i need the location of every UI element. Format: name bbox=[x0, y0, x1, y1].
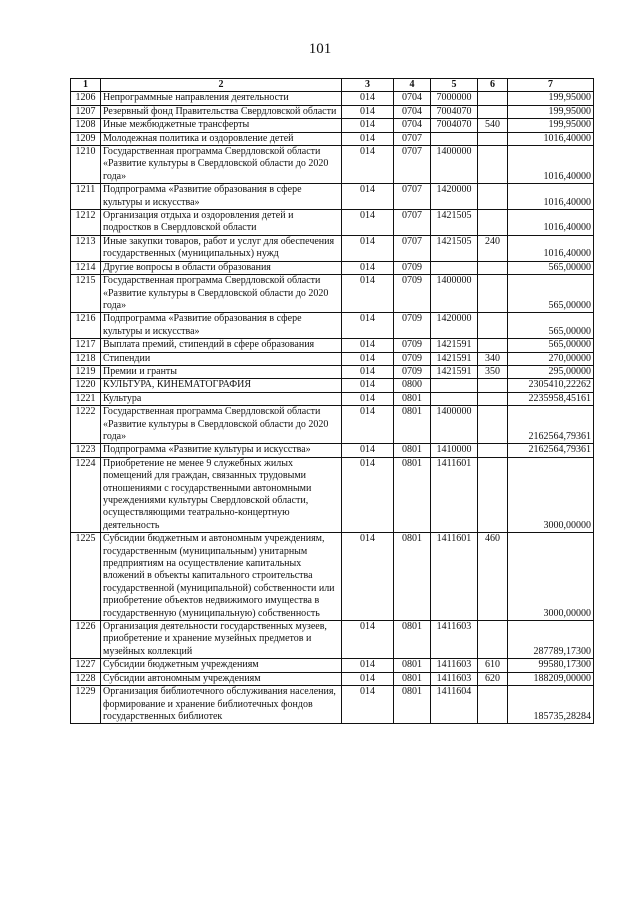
row-name: Организация библиотечного обслуживания населения, формирование и хранение библиотечных фондов государственных библиотек bbox=[101, 686, 342, 724]
table-row bbox=[71, 105, 594, 118]
row-col5: 1421505 bbox=[431, 210, 478, 236]
row-col5: 1420000 bbox=[431, 184, 478, 210]
row-col3: 014 bbox=[342, 444, 394, 457]
table-row bbox=[71, 146, 594, 184]
row-col5: 1411603 bbox=[431, 659, 478, 672]
row-col3: 014 bbox=[342, 339, 394, 352]
row-col5: 1411603 bbox=[431, 621, 478, 659]
col-header-4: 4 bbox=[394, 79, 431, 92]
row-amount: 199,95000 bbox=[508, 105, 594, 118]
row-amount: 287789,17300 bbox=[508, 621, 594, 659]
table-row bbox=[71, 365, 594, 378]
row-col3: 014 bbox=[342, 659, 394, 672]
row-number: 1217 bbox=[71, 339, 101, 352]
budget-table bbox=[70, 78, 594, 724]
row-col3: 014 bbox=[342, 184, 394, 210]
row-number: 1226 bbox=[71, 621, 101, 659]
row-col3: 014 bbox=[342, 686, 394, 724]
row-col3: 014 bbox=[342, 261, 394, 274]
row-name: Организация деятельности государственных музеев, приобретение и хранение музейных предметов и музейных коллекций bbox=[101, 621, 342, 659]
row-name: Подпрограмма «Развитие культуры и искусства» bbox=[101, 444, 342, 457]
row-col4: 0709 bbox=[394, 339, 431, 352]
row-col5: 7004070 bbox=[431, 119, 478, 132]
row-col5 bbox=[431, 261, 478, 274]
row-col4: 0800 bbox=[394, 379, 431, 392]
row-col3: 014 bbox=[342, 365, 394, 378]
table-row bbox=[71, 339, 594, 352]
row-amount: 2305410,22262 bbox=[508, 379, 594, 392]
row-number: 1206 bbox=[71, 92, 101, 105]
row-amount: 2162564,79361 bbox=[508, 406, 594, 444]
row-number: 1222 bbox=[71, 406, 101, 444]
row-col5: 1421505 bbox=[431, 235, 478, 261]
col-header-2: 2 bbox=[101, 79, 342, 92]
row-col6 bbox=[478, 184, 508, 210]
row-col5: 1420000 bbox=[431, 313, 478, 339]
row-amount: 1016,40000 bbox=[508, 210, 594, 236]
row-col6: 610 bbox=[478, 659, 508, 672]
row-name: Подпрограмма «Развитие образования в сфере культуры и искусства» bbox=[101, 313, 342, 339]
row-col6: 240 bbox=[478, 235, 508, 261]
row-col6 bbox=[478, 444, 508, 457]
row-col4: 0707 bbox=[394, 235, 431, 261]
row-col4: 0707 bbox=[394, 146, 431, 184]
row-col5: 1410000 bbox=[431, 444, 478, 457]
row-name: Субсидии бюджетным и автономным учреждениям, государственным (муниципальным) унитарным предприятиям на осуществление капитальных вложений в объекты капитального строительства государственной (муниципальной) собственности или приобретение объектов недвижимого имущества в государственную (муниципальную) собственность bbox=[101, 533, 342, 621]
row-col4: 0709 bbox=[394, 261, 431, 274]
row-col3: 014 bbox=[342, 235, 394, 261]
row-col6: 540 bbox=[478, 119, 508, 132]
row-col4: 0709 bbox=[394, 352, 431, 365]
col-header-1: 1 bbox=[71, 79, 101, 92]
table-row bbox=[71, 210, 594, 236]
table-row bbox=[71, 533, 594, 621]
table-row bbox=[71, 184, 594, 210]
table-row bbox=[71, 352, 594, 365]
row-name: Выплата премий, стипендий в сфере образования bbox=[101, 339, 342, 352]
row-number: 1209 bbox=[71, 132, 101, 145]
row-name: Молодежная политика и оздоровление детей bbox=[101, 132, 342, 145]
row-col6 bbox=[478, 621, 508, 659]
row-col4: 0707 bbox=[394, 132, 431, 145]
row-number: 1228 bbox=[71, 672, 101, 685]
row-number: 1218 bbox=[71, 352, 101, 365]
row-col3: 014 bbox=[342, 146, 394, 184]
row-col5: 1411601 bbox=[431, 533, 478, 621]
row-col6 bbox=[478, 686, 508, 724]
row-col3: 014 bbox=[342, 105, 394, 118]
row-amount: 99580,17300 bbox=[508, 659, 594, 672]
row-number: 1220 bbox=[71, 379, 101, 392]
row-amount: 2235958,45161 bbox=[508, 392, 594, 405]
table-row bbox=[71, 313, 594, 339]
row-col3: 014 bbox=[342, 379, 394, 392]
row-amount: 185735,28284 bbox=[508, 686, 594, 724]
row-col3: 014 bbox=[342, 92, 394, 105]
page-number: 101 bbox=[308, 41, 332, 57]
row-name: Государственная программа Свердловской области «Развитие культуры в Свердловской области до 2020 года» bbox=[101, 406, 342, 444]
row-col5: 7000000 bbox=[431, 92, 478, 105]
row-amount: 199,95000 bbox=[508, 119, 594, 132]
row-col4: 0801 bbox=[394, 621, 431, 659]
row-col5: 1411603 bbox=[431, 672, 478, 685]
row-col3: 014 bbox=[342, 392, 394, 405]
row-col4: 0801 bbox=[394, 659, 431, 672]
row-amount: 565,00000 bbox=[508, 339, 594, 352]
row-col4: 0704 bbox=[394, 105, 431, 118]
row-amount: 1016,40000 bbox=[508, 146, 594, 184]
row-col5 bbox=[431, 132, 478, 145]
col-header-3: 3 bbox=[342, 79, 394, 92]
row-col3: 014 bbox=[342, 313, 394, 339]
row-number: 1224 bbox=[71, 457, 101, 532]
row-number: 1221 bbox=[71, 392, 101, 405]
row-number: 1212 bbox=[71, 210, 101, 236]
row-number: 1208 bbox=[71, 119, 101, 132]
row-name: Резервный фонд Правительства Свердловской области bbox=[101, 105, 342, 118]
row-col4: 0707 bbox=[394, 210, 431, 236]
row-number: 1215 bbox=[71, 275, 101, 313]
row-col5 bbox=[431, 392, 478, 405]
row-col4: 0709 bbox=[394, 365, 431, 378]
row-col6 bbox=[478, 210, 508, 236]
row-name: Субсидии автономным учреждениям bbox=[101, 672, 342, 685]
row-col5: 1411604 bbox=[431, 686, 478, 724]
table-row bbox=[71, 659, 594, 672]
row-col6 bbox=[478, 92, 508, 105]
table-row bbox=[71, 686, 594, 724]
row-name: Государственная программа Свердловской области «Развитие культуры в Свердловской области до 2020 года» bbox=[101, 275, 342, 313]
row-amount: 1016,40000 bbox=[508, 184, 594, 210]
row-col6 bbox=[478, 275, 508, 313]
row-amount: 565,00000 bbox=[508, 313, 594, 339]
row-name: Непрограммные направления деятельности bbox=[101, 92, 342, 105]
table-row bbox=[71, 457, 594, 532]
row-col6 bbox=[478, 406, 508, 444]
row-number: 1214 bbox=[71, 261, 101, 274]
row-col4: 0709 bbox=[394, 275, 431, 313]
row-col5: 1421591 bbox=[431, 365, 478, 378]
row-col6 bbox=[478, 392, 508, 405]
row-col6: 460 bbox=[478, 533, 508, 621]
row-col6 bbox=[478, 105, 508, 118]
row-name: Организация отдыха и оздоровления детей и подростков в Свердловской области bbox=[101, 210, 342, 236]
table-row bbox=[71, 261, 594, 274]
row-col4: 0707 bbox=[394, 184, 431, 210]
row-amount: 565,00000 bbox=[508, 261, 594, 274]
row-amount: 2162564,79361 bbox=[508, 444, 594, 457]
row-col6: 350 bbox=[478, 365, 508, 378]
row-amount: 1016,40000 bbox=[508, 235, 594, 261]
row-col3: 014 bbox=[342, 352, 394, 365]
row-col3: 014 bbox=[342, 672, 394, 685]
row-col5 bbox=[431, 379, 478, 392]
row-name: Субсидии бюджетным учреждениям bbox=[101, 659, 342, 672]
table-row bbox=[71, 621, 594, 659]
row-col4: 0704 bbox=[394, 92, 431, 105]
row-name: КУЛЬТУРА, КИНЕМАТОГРАФИЯ bbox=[101, 379, 342, 392]
col-header-5: 5 bbox=[431, 79, 478, 92]
row-col3: 014 bbox=[342, 621, 394, 659]
table-row bbox=[71, 444, 594, 457]
row-amount: 199,95000 bbox=[508, 92, 594, 105]
row-number: 1229 bbox=[71, 686, 101, 724]
row-col5: 1400000 bbox=[431, 406, 478, 444]
row-amount: 565,00000 bbox=[508, 275, 594, 313]
row-col6 bbox=[478, 379, 508, 392]
row-col6: 620 bbox=[478, 672, 508, 685]
row-number: 1223 bbox=[71, 444, 101, 457]
row-col4: 0801 bbox=[394, 406, 431, 444]
table-row bbox=[71, 406, 594, 444]
row-col4: 0801 bbox=[394, 533, 431, 621]
table-row bbox=[71, 132, 594, 145]
row-number: 1207 bbox=[71, 105, 101, 118]
row-amount: 270,00000 bbox=[508, 352, 594, 365]
row-col5: 1400000 bbox=[431, 146, 478, 184]
row-col6 bbox=[478, 261, 508, 274]
row-col6 bbox=[478, 457, 508, 532]
row-col5: 1411601 bbox=[431, 457, 478, 532]
row-col5: 1421591 bbox=[431, 339, 478, 352]
row-col3: 014 bbox=[342, 457, 394, 532]
table-row bbox=[71, 119, 594, 132]
row-col6: 340 bbox=[478, 352, 508, 365]
row-name: Премии и гранты bbox=[101, 365, 342, 378]
row-number: 1227 bbox=[71, 659, 101, 672]
table-row bbox=[71, 275, 594, 313]
row-name: Культура bbox=[101, 392, 342, 405]
header-row bbox=[71, 79, 594, 92]
table-row bbox=[71, 392, 594, 405]
col-header-7: 7 bbox=[508, 79, 594, 92]
row-col4: 0801 bbox=[394, 392, 431, 405]
table-row bbox=[71, 235, 594, 261]
row-amount: 3000,00000 bbox=[508, 457, 594, 532]
row-amount: 3000,00000 bbox=[508, 533, 594, 621]
row-col3: 014 bbox=[342, 275, 394, 313]
table-row bbox=[71, 672, 594, 685]
row-number: 1225 bbox=[71, 533, 101, 621]
col-header-6: 6 bbox=[478, 79, 508, 92]
row-col5: 7004070 bbox=[431, 105, 478, 118]
row-col3: 014 bbox=[342, 533, 394, 621]
row-name: Подпрограмма «Развитие образования в сфере культуры и искусства» bbox=[101, 184, 342, 210]
row-col4: 0709 bbox=[394, 313, 431, 339]
row-amount: 1016,40000 bbox=[508, 132, 594, 145]
row-name: Стипендии bbox=[101, 352, 342, 365]
row-number: 1211 bbox=[71, 184, 101, 210]
table-row bbox=[71, 92, 594, 105]
row-number: 1219 bbox=[71, 365, 101, 378]
row-amount: 188209,00000 bbox=[508, 672, 594, 685]
row-name: Иные закупки товаров, работ и услуг для обеспечения государственных (муниципальных) нужд bbox=[101, 235, 342, 261]
row-name: Государственная программа Свердловской области «Развитие культуры в Свердловской области до 2020 года» bbox=[101, 146, 342, 184]
row-col4: 0801 bbox=[394, 457, 431, 532]
row-col6 bbox=[478, 146, 508, 184]
row-number: 1216 bbox=[71, 313, 101, 339]
row-number: 1213 bbox=[71, 235, 101, 261]
row-col4: 0704 bbox=[394, 119, 431, 132]
row-col3: 014 bbox=[342, 406, 394, 444]
row-col6 bbox=[478, 132, 508, 145]
row-col3: 014 bbox=[342, 132, 394, 145]
row-name: Другие вопросы в области образования bbox=[101, 261, 342, 274]
row-number: 1210 bbox=[71, 146, 101, 184]
row-col3: 014 bbox=[342, 210, 394, 236]
row-col4: 0801 bbox=[394, 686, 431, 724]
table-body bbox=[71, 92, 594, 724]
row-col6 bbox=[478, 339, 508, 352]
row-col6 bbox=[478, 313, 508, 339]
row-col5: 1400000 bbox=[431, 275, 478, 313]
row-name: Иные межбюджетные трансферты bbox=[101, 119, 342, 132]
table-row bbox=[71, 379, 594, 392]
row-amount: 295,00000 bbox=[508, 365, 594, 378]
row-col3: 014 bbox=[342, 119, 394, 132]
row-col4: 0801 bbox=[394, 672, 431, 685]
row-name: Приобретение не менее 9 служебных жилых помещений для граждан, связанных трудовыми отношениями с государственными автономными учреждениями культуры Свердловской области, осуществляющими театрально-концертную деятельность bbox=[101, 457, 342, 532]
row-col4: 0801 bbox=[394, 444, 431, 457]
row-col5: 1421591 bbox=[431, 352, 478, 365]
